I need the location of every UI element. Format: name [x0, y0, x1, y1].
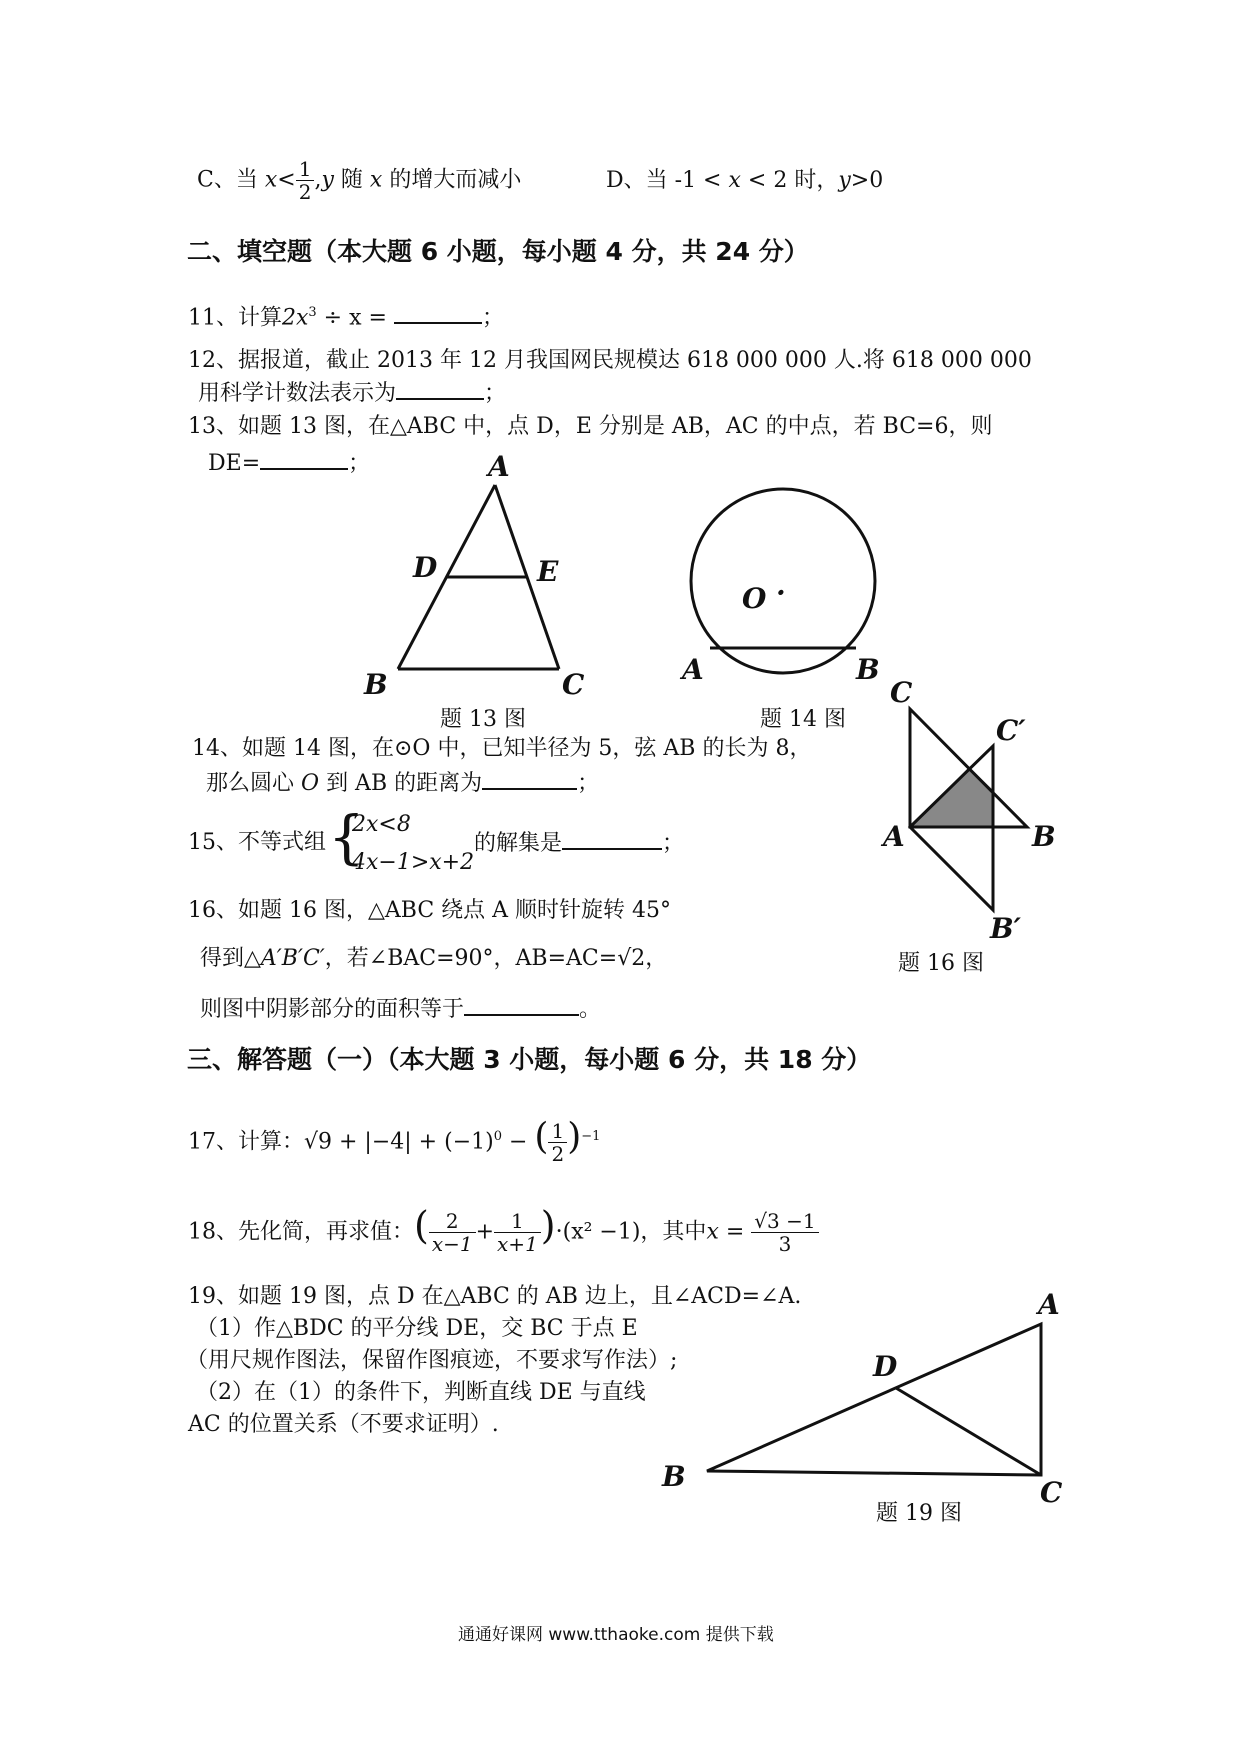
question-19-line3: （用尺规作图法，保留作图痕迹，不要求写作法）; — [186, 1348, 678, 1373]
fig14-label-a: A — [682, 653, 704, 686]
figure-19 — [680, 1300, 1060, 1500]
fig19-label-d: D — [873, 1350, 898, 1383]
question-16-line2: 得到△A′B′C′，若∠BAC=90°，AB=AC=√2， — [200, 946, 668, 971]
question-16-line1: 16、如题 16 图，△ABC 绕点 A 顺时针旋转 45° — [188, 898, 672, 923]
answer-blank[interactable] — [394, 302, 482, 324]
question-11: 11、计算$2x^3 \div x$ = ； — [188, 298, 504, 333]
question-19-line4: （2）在（1）的条件下，判断直线 DE 与直线 — [196, 1380, 646, 1405]
question-13-line1: 13、如题 13 图，在△ABC 中，点 D，E 分别是 AB，AC 的中点，若 BC=6，则 — [188, 414, 993, 439]
question-17: 17、计算：$√9 + |-4| + (-1)^0$ − ( $\frac{1}{2}$ )$^{-1}$ — [188, 1116, 601, 1166]
fig19-caption: 题 19 图 — [876, 1501, 962, 1526]
ineq-1: 2x<8 — [352, 812, 411, 837]
question-15-label: 15、不等式组 — [188, 830, 326, 855]
answer-blank[interactable] — [562, 828, 662, 850]
question-19-line1: 19、如题 19 图，点 D 在△ABC 的 AB 边上，且∠ACD=∠A. — [188, 1284, 802, 1309]
fig16-caption: 题 16 图 — [898, 951, 984, 976]
q10-option-c: C、当 x< $\frac{1}{2}$ ,y 随 x 的增大而减小 — [197, 157, 522, 204]
brace: { — [328, 803, 365, 871]
question-13-line2: DE= ； — [208, 448, 370, 479]
answer-blank[interactable] — [482, 768, 577, 790]
fig13-label-c: C — [562, 668, 585, 701]
answer-blank[interactable] — [260, 448, 348, 470]
answer-blank[interactable] — [464, 994, 579, 1016]
segment-dc — [896, 1388, 1041, 1475]
fig13-label-d: D — [413, 551, 438, 584]
shaded-region — [910, 767, 993, 827]
fig13-caption: 题 13 图 — [440, 707, 526, 732]
q10-option-d: D、当 -1 < x < 2 时，y>0 — [606, 168, 884, 193]
fig19-label-b: B — [662, 1460, 686, 1493]
fig16-label-b-prime: B′ — [990, 912, 1022, 945]
fig16-label-c-prime: C′ — [996, 714, 1026, 747]
question-18: 18、先化简，再求值：( $\frac{2}{x-1}$ + $\frac{1}{x+1}$ )·(x² −1)，其中x = $\frac{√3 -1}{3}$ — [188, 1210, 819, 1255]
fraction-half: $\frac{1}{2}$ — [548, 1120, 567, 1165]
answer-blank[interactable] — [396, 378, 484, 400]
fig13-label-b: B — [364, 668, 388, 701]
fig14-label-b: B — [856, 653, 880, 686]
fraction-half: $\frac{1}{2}$ — [296, 158, 315, 203]
section-3-heading: 三、解答题（一）（本大题 3 小题，每小题 6 分，共 18 分） — [187, 1045, 872, 1074]
fig13-label-e: E — [537, 555, 559, 588]
question-14-line2: 那么圆心 O 到 AB 的距离为 ； — [206, 768, 599, 799]
fig16-label-c: C — [890, 676, 913, 709]
question-16-line3: 则图中阴影部分的面积等于 。 — [200, 994, 601, 1025]
fig14-caption: 题 14 图 — [760, 707, 846, 732]
footer-credit: 通通好课网 www.tthaoke.com 提供下载 — [458, 1625, 774, 1645]
section-2-heading: 二、填空题（本大题 6 小题，每小题 4 分，共 24 分） — [187, 237, 809, 266]
ineq-2: 4x−1>x+2 — [352, 850, 475, 875]
fig14-center-dot: · — [776, 576, 786, 609]
fig19-label-a: A — [1038, 1288, 1060, 1321]
fig14-label-o: O — [742, 582, 767, 615]
question-19-line2: （1）作△BDC 的平分线 DE，交 BC 于点 E — [196, 1316, 638, 1341]
question-12-line1: 12、据报道，截止 2013 年 12 月我国网民规模达 618 000 000 人.将 618 000 000 — [188, 348, 1032, 373]
triangle-abc — [707, 1324, 1041, 1475]
fig16-label-a: A — [883, 820, 905, 853]
question-14-line1: 14、如题 14 图，在⊙O 中，已知半径为 5，弦 AB 的长为 8， — [192, 736, 812, 761]
fig19-label-c: C — [1040, 1476, 1063, 1509]
question-15-tail: 的解集是 ； — [474, 828, 684, 859]
question-19-line5: AC 的位置关系（不要求证明）. — [188, 1412, 499, 1437]
question-12-line2: 用科学计数法表示为 ； — [198, 378, 506, 409]
fig16-label-b: B — [1032, 820, 1056, 853]
fig13-label-a: A — [488, 450, 510, 483]
